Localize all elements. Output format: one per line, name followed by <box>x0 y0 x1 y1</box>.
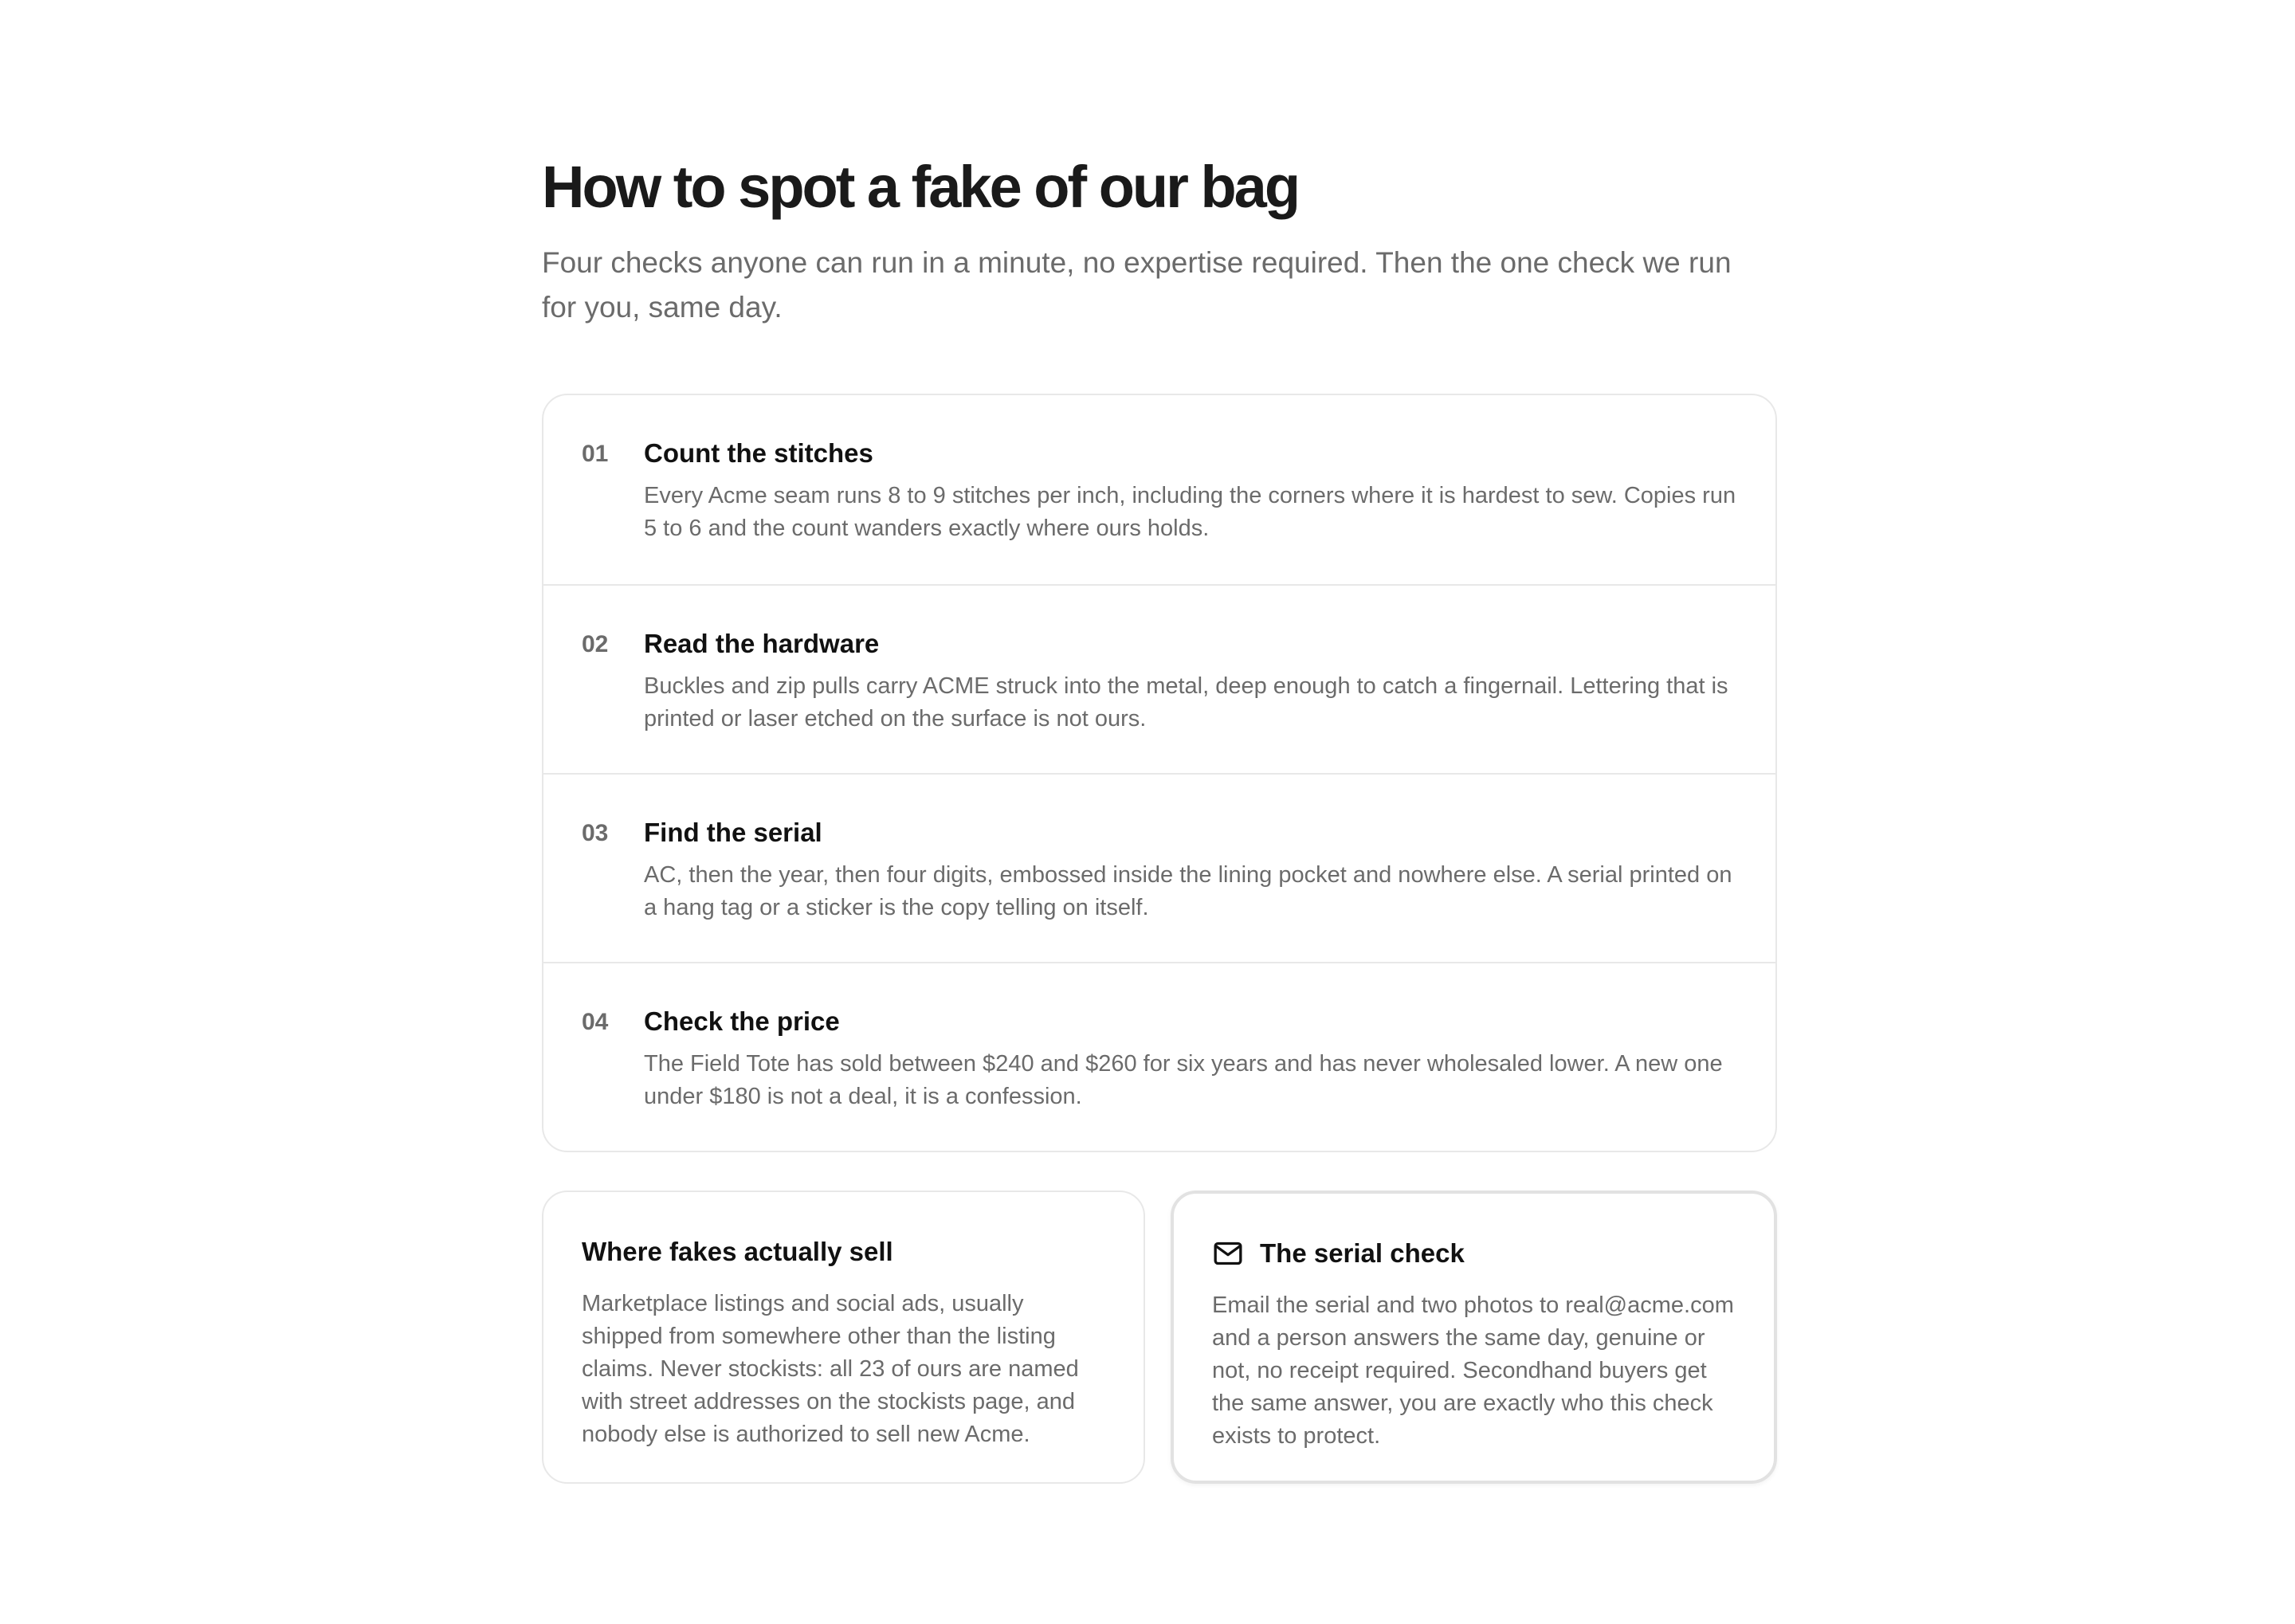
check-body <box>644 814 1737 925</box>
check-description: Every Acme seam runs 8 to 9 stitches per inch, including the corners where it is hardest to sew. Copies run 5 to 6 and the count wanders exactly where ours holds. <box>644 483 1736 541</box>
checks-list <box>542 394 1777 1152</box>
check-body <box>644 1003 1737 1114</box>
check-title: Find the serial <box>644 818 822 847</box>
check-body <box>644 626 1737 736</box>
card-description: Marketplace listings and social ads, usually shipped from somewhere other than the listing claims. Never stockists: all 23 of ours are named with street addresses on the stockists page, and nobody else is authorized to sell new Acme. <box>582 1291 1079 1447</box>
check-title: Read the hardware <box>644 629 880 658</box>
card-description: Email the serial and two photos to real@acme.com and a person answers the same day, genuine or not, no receipt required. Secondhand buyers get the same answer, you are exactly who this check exists to protect. <box>1212 1293 1734 1449</box>
check-description: Buckles and zip pulls carry ACME struck into the metal, deep enough to catch a fingernail. Lettering that is printed or laser etched on the surface is not ours. <box>644 673 1728 732</box>
check-body <box>644 435 1737 547</box>
check-item-hardware <box>543 584 1775 773</box>
check-item-serial <box>543 773 1775 962</box>
card-title: The serial check <box>1260 1238 1465 1268</box>
page-subtitle: Four checks anyone can run in a minute, no expertise required. Then the one check we run for you, same day. <box>542 246 1732 324</box>
where-fakes-card <box>542 1191 1145 1484</box>
check-description: AC, then the year, then four digits, embossed inside the lining pocket and nowhere else. A serial printed on a hang tag or a sticker is the copy telling on itself. <box>644 862 1732 920</box>
check-description: The Field Tote has sold between $240 and $260 for six years and has never wholesaled lower. A new one under $180 is not a deal, it is a confession. <box>644 1051 1723 1109</box>
page-title: How to spot a fake of our bag <box>542 154 1299 220</box>
check-item-price <box>543 962 1775 1151</box>
check-number: 01 <box>582 441 609 467</box>
card-header <box>1212 1235 1736 1272</box>
card-header <box>582 1234 1105 1270</box>
check-number: 04 <box>582 1009 609 1035</box>
check-number: 02 <box>582 631 609 657</box>
info-cards <box>542 1191 1777 1484</box>
page <box>542 151 1777 1484</box>
check-title: Count the stitches <box>644 438 873 468</box>
mail-icon <box>1212 1238 1244 1269</box>
serial-check-card <box>1171 1191 1777 1484</box>
card-title: Where fakes actually sell <box>582 1237 893 1266</box>
check-item-stitches <box>543 395 1775 584</box>
check-title: Check the price <box>644 1006 840 1036</box>
check-number: 03 <box>582 820 609 846</box>
